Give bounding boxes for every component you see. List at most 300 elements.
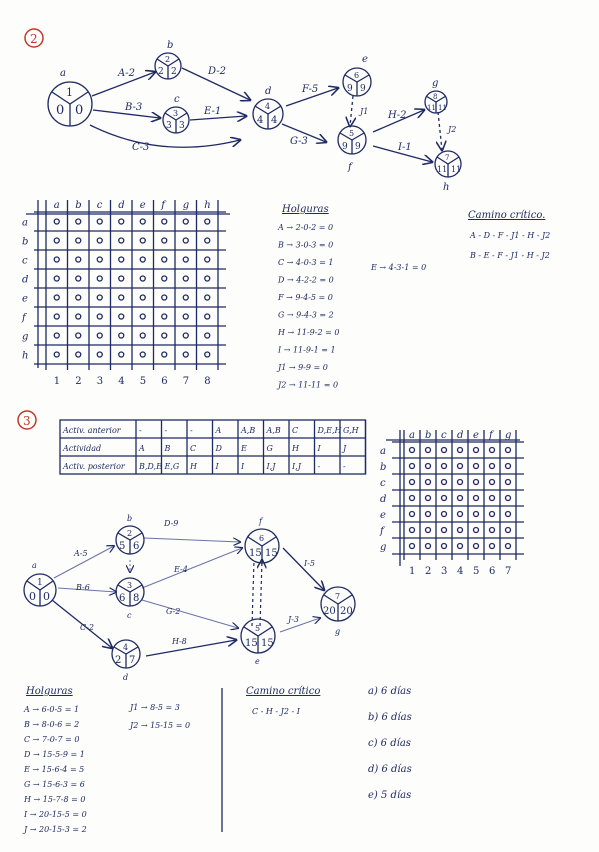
s3-node-b — [116, 514, 144, 554]
row-head: f — [22, 312, 26, 324]
grid-mark — [76, 257, 81, 262]
svg-text:9: 9 — [342, 142, 348, 152]
grid-mark — [410, 480, 415, 485]
holgura-line: I → 20-15-5 = 0 — [24, 810, 87, 819]
grid-mark — [183, 257, 188, 262]
grid-mark — [140, 352, 145, 357]
table-cell: - — [190, 426, 193, 435]
table-row-label: Activ. anterior — [63, 426, 121, 435]
node-f — [338, 126, 366, 173]
svg-text:b: b — [167, 40, 174, 51]
table-cell: C — [190, 444, 197, 453]
edge-label: F-5 — [302, 84, 319, 95]
table-cell: A — [139, 444, 145, 453]
grid-mark — [97, 219, 102, 224]
grid-mark — [162, 352, 167, 357]
holgura-line: J2 → 11-11 = 0 — [278, 380, 339, 390]
edge-label: A-5 — [74, 549, 88, 558]
edge-label: D-9 — [164, 519, 179, 528]
svg-text:9: 9 — [347, 84, 353, 94]
svg-text:a: a — [60, 68, 66, 79]
node-c — [163, 94, 189, 133]
edge-label: C-3 — [132, 142, 150, 153]
row-head: c — [22, 255, 28, 267]
grid-mark — [140, 219, 145, 224]
bottom-number: 4 — [118, 376, 125, 387]
holgura-line: D → 15-5-9 = 1 — [24, 750, 85, 759]
svg-text:20: 20 — [340, 606, 353, 617]
svg-text:6: 6 — [119, 593, 126, 604]
table-cell: I — [215, 462, 219, 471]
svg-text:d: d — [265, 86, 272, 97]
grid-mark — [474, 448, 479, 453]
row-head: a — [22, 217, 28, 229]
table-cell: D,E,H — [317, 426, 342, 435]
svg-text:9: 9 — [355, 142, 361, 152]
grid-mark — [205, 219, 210, 224]
edge-label: H-2 — [388, 110, 407, 121]
section2-camino — [468, 210, 550, 260]
grid-mark — [205, 276, 210, 281]
edge-label: G-3 — [290, 136, 308, 147]
bottom-number: 4 — [457, 566, 464, 577]
row-head: b — [22, 236, 29, 248]
grid-mark — [458, 480, 463, 485]
grid-mark — [458, 528, 463, 533]
svg-text:5: 5 — [255, 624, 261, 633]
activity-table — [60, 420, 366, 474]
grid-mark — [426, 480, 431, 485]
table-cell: I,J — [292, 462, 301, 471]
camino-line: B - E - F - J1 - H - J2 — [470, 251, 550, 260]
col-head: e — [473, 430, 479, 441]
row-head: g — [380, 542, 387, 553]
section3-matrix — [379, 430, 524, 577]
table-cell: H — [190, 462, 197, 471]
grid-mark — [140, 276, 145, 281]
grid-mark — [119, 314, 124, 319]
row-head: e — [22, 293, 28, 305]
holgura-line: B → 8-0-6 = 2 — [24, 720, 80, 729]
camino-line: C - H - J2 - I — [252, 707, 300, 716]
svg-text:a: a — [32, 561, 37, 570]
grid-mark — [474, 496, 479, 501]
edge-label: J1 — [360, 107, 369, 116]
grid-mark — [426, 464, 431, 469]
svg-text:15: 15 — [245, 638, 258, 649]
bottom-number: 2 — [75, 376, 82, 387]
grid-mark — [140, 333, 145, 338]
row-head: d — [22, 274, 29, 286]
grid-mark — [162, 276, 167, 281]
svg-text:6: 6 — [354, 71, 360, 80]
grid-mark — [426, 512, 431, 517]
grid-mark — [506, 512, 511, 517]
node-g — [425, 78, 447, 113]
grid-mark — [426, 496, 431, 501]
edge-label: B-6 — [76, 583, 90, 592]
grid-mark — [490, 480, 495, 485]
grid-mark — [458, 464, 463, 469]
grid-mark — [162, 314, 167, 319]
grid-mark — [474, 464, 479, 469]
svg-text:c: c — [127, 611, 132, 620]
grid-mark — [162, 295, 167, 300]
svg-text:e: e — [255, 657, 260, 666]
grid-mark — [54, 295, 59, 300]
edge-label: H-8 — [172, 637, 187, 646]
grid-mark — [205, 295, 210, 300]
grid-mark — [205, 352, 210, 357]
grid-mark — [410, 544, 415, 549]
bottom-number: 3 — [441, 566, 448, 577]
grid-mark — [140, 314, 145, 319]
grid-mark — [119, 219, 124, 224]
bottom-number: 8 — [204, 376, 211, 387]
svg-text:2: 2 — [171, 67, 177, 77]
grid-mark — [54, 238, 59, 243]
grid-mark — [183, 276, 188, 281]
svg-text:20: 20 — [323, 606, 336, 617]
holgura-line: D → 4-2-2 = 0 — [278, 275, 334, 285]
answer-line: a) 6 días — [368, 686, 412, 697]
holgura-line: F → 9-4-5 = 0 — [278, 293, 333, 302]
svg-text:b: b — [127, 514, 133, 523]
table-cell: I — [317, 444, 321, 453]
answer-line: d) 6 días — [368, 764, 412, 775]
answer-line: b) 6 días — [368, 712, 412, 723]
s3-node-a — [24, 561, 56, 606]
grid-mark — [183, 295, 188, 300]
row-head: c — [380, 478, 386, 489]
grid-mark — [54, 314, 59, 319]
grid-mark — [442, 480, 447, 485]
grid-mark — [54, 352, 59, 357]
col-head: c — [96, 200, 103, 211]
col-head: a — [409, 430, 415, 441]
svg-text:3: 3 — [179, 121, 185, 131]
table-row-label: Activ. posterior — [63, 462, 125, 471]
svg-text:f: f — [348, 162, 352, 173]
grid-mark — [506, 496, 511, 501]
holgura-line: J1 → 8-5 = 3 — [130, 703, 180, 712]
row-head: a — [380, 446, 386, 457]
bottom-number: 3 — [96, 376, 104, 387]
table-cell: - — [164, 426, 168, 435]
grid-mark — [205, 238, 210, 243]
grid-mark — [205, 314, 210, 319]
section2-matrix — [21, 200, 230, 387]
grid-mark — [76, 295, 81, 300]
grid-mark — [490, 448, 495, 453]
svg-text:g: g — [432, 78, 439, 89]
grid-mark — [506, 448, 511, 453]
table-cell: E,G — [164, 462, 180, 471]
grid-mark — [76, 333, 81, 338]
svg-text:7: 7 — [335, 592, 341, 601]
grid-mark — [490, 496, 495, 501]
grid-mark — [140, 238, 145, 243]
grid-mark — [506, 464, 511, 469]
col-head: d — [118, 200, 125, 211]
svg-text:2: 2 — [127, 529, 133, 538]
holgura-line: H → 11-9-2 = 0 — [278, 328, 340, 337]
svg-text:3: 3 — [166, 121, 172, 131]
table-cell: - — [343, 462, 346, 471]
svg-text:h: h — [443, 182, 450, 193]
grid-mark — [205, 257, 210, 262]
grid-mark — [490, 512, 495, 517]
svg-text:6: 6 — [133, 541, 140, 552]
svg-text:15: 15 — [249, 548, 262, 559]
edge-label: D-2 — [208, 66, 226, 77]
holgura-line: C → 7-0-7 = 0 — [24, 735, 80, 744]
col-head: f — [489, 430, 493, 441]
answer-line: c) 6 días — [368, 738, 411, 749]
section3-number: 3 — [23, 414, 31, 428]
col-head: f — [161, 200, 165, 211]
table-row-label: Actividad — [63, 444, 102, 453]
holgura-line: H → 15-7-8 = 0 — [24, 795, 86, 804]
grid-mark — [474, 480, 479, 485]
grid-mark — [54, 276, 59, 281]
grid-mark — [458, 448, 463, 453]
svg-text:11: 11 — [451, 165, 462, 174]
svg-text:4: 4 — [123, 643, 129, 652]
svg-text:3: 3 — [127, 581, 133, 590]
col-head: b — [75, 200, 82, 211]
grid-mark — [162, 257, 167, 262]
grid-mark — [410, 464, 415, 469]
grid-mark — [410, 528, 415, 533]
camino-title: Camino crítico — [246, 686, 321, 697]
svg-text:2: 2 — [158, 67, 164, 77]
edge-label: G-2 — [166, 607, 181, 616]
svg-text:8: 8 — [433, 93, 438, 101]
grid-mark — [490, 528, 495, 533]
node-b — [155, 40, 181, 79]
grid-mark — [183, 314, 188, 319]
holgura-line: B → 3-0-3 = 0 — [278, 240, 334, 250]
grid-mark — [183, 352, 188, 357]
grid-mark — [426, 448, 431, 453]
section2-holguras — [276, 204, 426, 390]
grid-mark — [426, 544, 431, 549]
grid-mark — [506, 528, 511, 533]
section3-camino — [246, 686, 320, 716]
grid-mark — [76, 352, 81, 357]
svg-text:15: 15 — [265, 548, 278, 559]
svg-text:15: 15 — [261, 638, 274, 649]
grid-mark — [183, 238, 188, 243]
svg-text:0: 0 — [75, 103, 84, 118]
node-h — [435, 151, 461, 193]
svg-text:c: c — [174, 94, 180, 105]
svg-text:6: 6 — [259, 534, 265, 543]
grid-mark — [162, 238, 167, 243]
table-cell: E — [241, 444, 247, 453]
grid-mark — [76, 238, 81, 243]
edge-label: I-5 — [304, 559, 315, 568]
bottom-number: 5 — [139, 376, 147, 387]
node-a — [48, 68, 92, 126]
grid-mark — [119, 276, 124, 281]
svg-text:1: 1 — [66, 86, 73, 99]
svg-text:11: 11 — [427, 104, 436, 112]
grid-mark — [140, 257, 145, 262]
table-cell: C — [292, 426, 299, 435]
svg-text:2: 2 — [115, 655, 122, 666]
grid-mark — [506, 480, 511, 485]
svg-text:9: 9 — [360, 84, 366, 94]
grid-mark — [490, 464, 495, 469]
edge-label: A-2 — [118, 68, 135, 79]
svg-text:5: 5 — [349, 129, 355, 138]
row-head: f — [380, 526, 384, 537]
holguras-title: Holguras — [282, 204, 329, 215]
row-head: b — [380, 462, 387, 473]
grid-mark — [490, 544, 495, 549]
col-head: a — [53, 200, 60, 211]
edge-label: B-3 — [125, 102, 143, 113]
node-e — [343, 54, 371, 96]
s3-node-e — [241, 619, 275, 666]
camino-line: A - D - F - J1 - H - J2 — [470, 231, 551, 240]
section3-network — [52, 538, 324, 656]
grid-mark — [474, 544, 479, 549]
table-cell: J — [343, 444, 347, 453]
table-cell: G,H — [343, 426, 359, 435]
table-cell: H — [292, 444, 299, 453]
col-head: g — [505, 430, 512, 441]
col-head: c — [441, 430, 447, 441]
grid-mark — [205, 333, 210, 338]
col-head: e — [139, 200, 146, 211]
svg-text:7: 7 — [445, 154, 450, 162]
row-head: g — [22, 331, 29, 343]
svg-text:7: 7 — [129, 655, 136, 666]
svg-text:0: 0 — [56, 103, 65, 118]
grid-mark — [54, 333, 59, 338]
svg-text:d: d — [123, 673, 129, 682]
svg-text:4: 4 — [257, 115, 264, 126]
holgura-line: E → 15-6-4 = 5 — [24, 765, 85, 774]
grid-mark — [54, 219, 59, 224]
svg-text:1: 1 — [37, 578, 43, 588]
grid-mark — [97, 276, 102, 281]
grid-mark — [54, 257, 59, 262]
svg-text:2: 2 — [165, 55, 171, 64]
table-cell: - — [139, 426, 142, 435]
table-cell: I — [241, 462, 245, 471]
svg-text:f: f — [259, 517, 262, 526]
grid-mark — [76, 314, 81, 319]
grid-mark — [97, 295, 102, 300]
grid-mark — [506, 544, 511, 549]
bottom-number: 2 — [425, 566, 432, 577]
holgura-line: G → 9-4-3 = 2 — [278, 310, 334, 320]
table-cell: A,B — [241, 426, 256, 435]
grid-mark — [97, 257, 102, 262]
grid-mark — [442, 544, 447, 549]
table-cell: A,B — [266, 426, 281, 435]
grid-mark — [183, 333, 188, 338]
holgura-line: J2 → 15-15 = 0 — [130, 721, 191, 730]
holgura-line: J1 → 9-9 = 0 — [278, 363, 328, 372]
table-cell: A — [215, 426, 222, 435]
grid-mark — [162, 333, 167, 338]
grid-mark — [458, 496, 463, 501]
grid-mark — [119, 257, 124, 262]
node-d — [253, 86, 283, 129]
grid-mark — [410, 496, 415, 501]
edge-label: I-1 — [398, 142, 412, 153]
holgura-line: C → 4-0-3 = 1 — [278, 258, 334, 267]
table-cell: B — [164, 444, 171, 453]
holgura-line: I → 11-9-1 = 1 — [278, 345, 336, 355]
grid-mark — [442, 496, 447, 501]
svg-text:4: 4 — [271, 115, 278, 126]
grid-mark — [76, 219, 81, 224]
grid-mark — [119, 295, 124, 300]
holgura-line: A → 2-0-2 = 0 — [278, 223, 334, 232]
grid-mark — [119, 352, 124, 357]
col-head: d — [457, 430, 464, 441]
grid-mark — [458, 544, 463, 549]
table-cell: B,D,E — [139, 462, 162, 471]
svg-text:e: e — [362, 54, 368, 65]
answer-line: e) 5 días — [368, 790, 412, 801]
grid-mark — [410, 512, 415, 517]
holgura-line: J → 20-15-3 = 2 — [24, 825, 87, 834]
grid-mark — [140, 295, 145, 300]
bottom-number: 7 — [505, 566, 512, 577]
edge-label: J2 — [448, 125, 457, 134]
grid-mark — [410, 448, 415, 453]
table-cell: G — [266, 444, 273, 453]
bottom-number: 1 — [53, 376, 61, 387]
s3-node-g — [321, 587, 355, 636]
camino-title: Camino crítico. — [468, 210, 546, 221]
svg-text:0: 0 — [29, 590, 36, 603]
grid-mark — [97, 314, 102, 319]
section3-edge-labels — [73, 519, 315, 646]
grid-mark — [442, 448, 447, 453]
grid-mark — [442, 512, 447, 517]
col-head: g — [182, 200, 190, 211]
s3-node-d — [112, 640, 140, 682]
col-head: b — [425, 430, 432, 441]
section3-holguras — [22, 686, 190, 834]
svg-text:11: 11 — [437, 165, 448, 174]
bottom-number: 7 — [182, 376, 190, 387]
svg-text:3: 3 — [173, 109, 179, 118]
svg-text:g: g — [335, 627, 341, 636]
row-head: d — [380, 494, 387, 505]
edge-label: J-3 — [288, 615, 299, 624]
bottom-number: 6 — [489, 566, 496, 577]
row-head: e — [380, 510, 386, 521]
bottom-number: 1 — [409, 566, 416, 577]
holguras-title: Holguras — [26, 686, 73, 697]
row-head: h — [22, 350, 29, 362]
holgura-line: A → 6-0-5 = 1 — [24, 705, 80, 714]
svg-text:4: 4 — [265, 102, 271, 111]
grid-mark — [119, 238, 124, 243]
table-cell: - — [317, 462, 321, 471]
edge-label: E-1 — [204, 106, 222, 117]
svg-text:0: 0 — [43, 590, 50, 603]
